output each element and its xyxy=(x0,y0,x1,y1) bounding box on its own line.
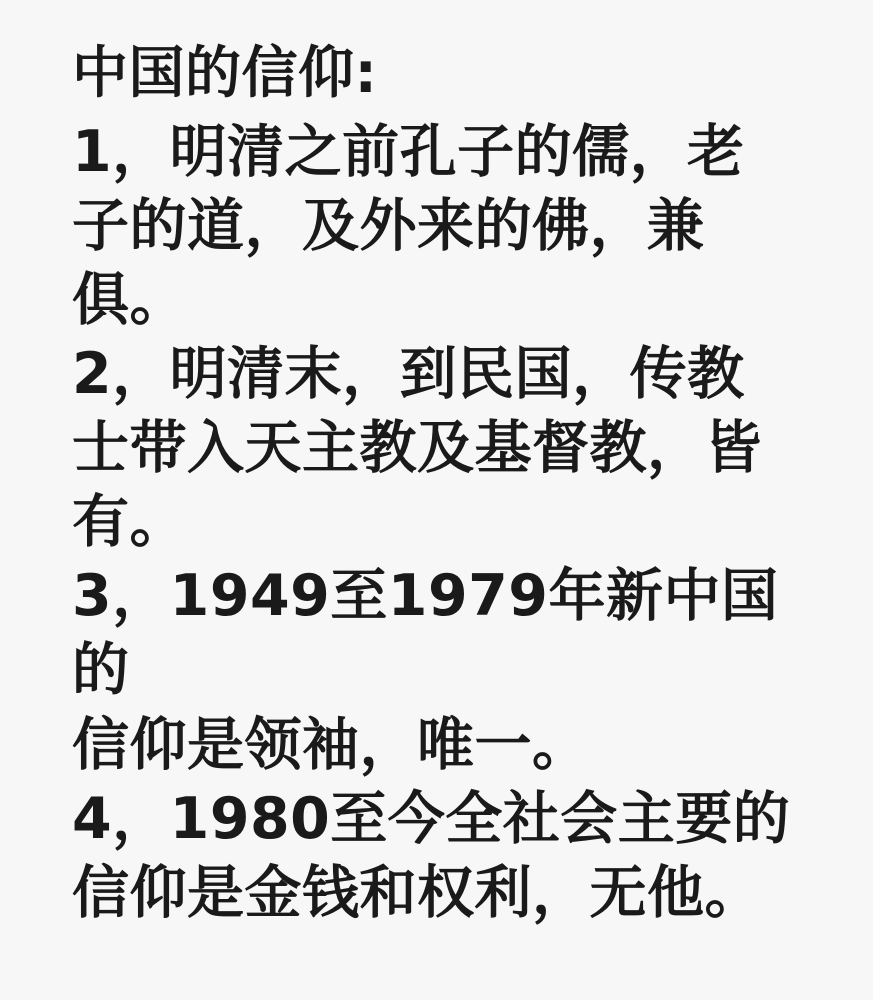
text-line: 3，1949至1979年新中国的 xyxy=(72,563,779,704)
text-line: 俱。 xyxy=(72,266,187,333)
text-line: 士带入天主教及基督教，皆 xyxy=(72,415,762,482)
text-line: 2，明清末，到民国，传教 xyxy=(72,341,745,408)
paragraph-item-1 xyxy=(72,115,803,337)
paragraph-item-3 xyxy=(72,559,803,781)
text-line: 子的道，及外来的佛，兼 xyxy=(72,192,705,259)
text-line: 1，明清之前孔子的儒，老 xyxy=(72,118,745,185)
text-line: 信仰是领袖，唯一。 xyxy=(72,711,590,778)
paragraph-item-4 xyxy=(72,782,803,930)
text-line: 4，1980至今全社会主要的 xyxy=(72,785,791,852)
text-line: 信仰是金钱和权利，无他。 xyxy=(72,859,762,926)
document-text-block xyxy=(72,38,803,930)
text-line: 有。 xyxy=(72,489,187,556)
document-title: 中国的信仰: xyxy=(72,41,378,106)
paragraph-item-2 xyxy=(72,337,803,559)
